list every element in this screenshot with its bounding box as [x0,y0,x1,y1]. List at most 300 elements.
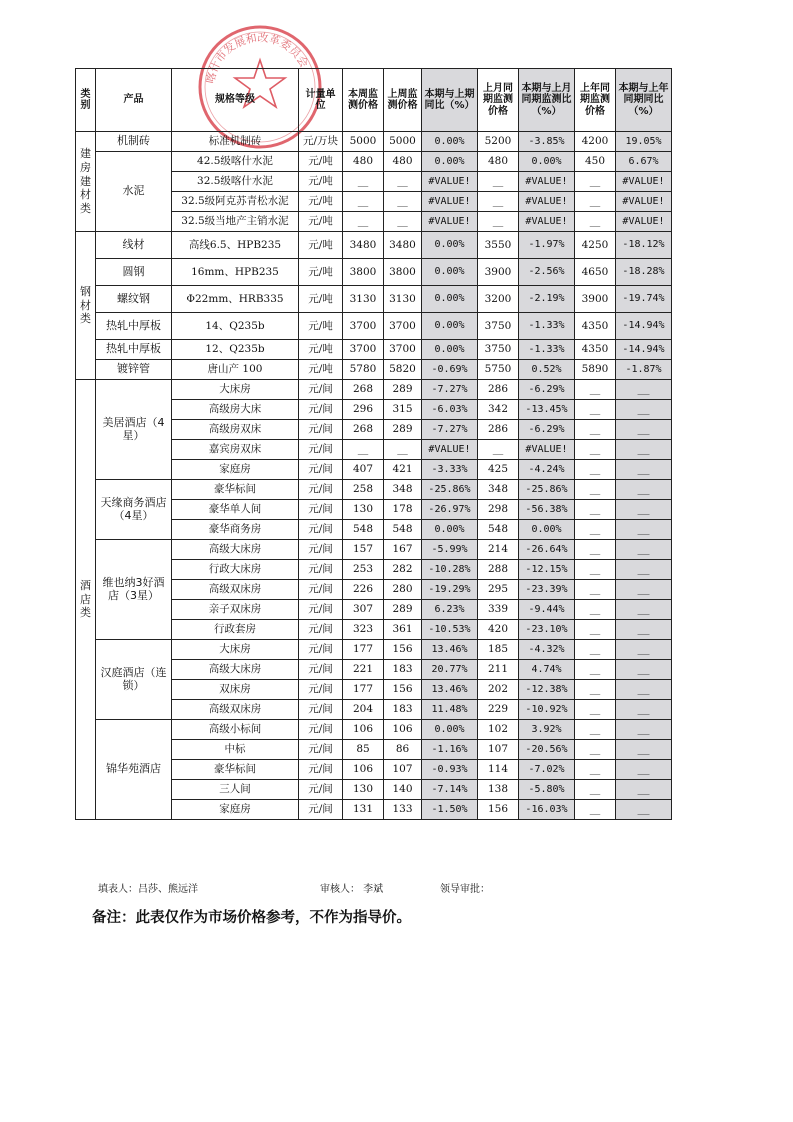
cur-cell: 480 [343,152,384,172]
yoy-cell: -1.87% [616,360,672,380]
spec-cell: 高线6.5、HPB235 [172,232,299,259]
wow-cell: -6.03% [422,400,478,420]
mom-cell: -7.02% [519,760,575,780]
spec-cell: 家庭房 [172,460,299,480]
lastmonth-cell: 114 [478,760,519,780]
lastyear-cell: 5890 [575,360,616,380]
product-cell: 圆钢 [96,259,172,286]
spec-cell: 32.5级阿克苏青松水泥 [172,192,299,212]
wow-cell: 11.48% [422,700,478,720]
prev-cell: 280 [384,580,422,600]
header-last-week: 上周监测价格 [384,69,422,132]
cur-cell: 130 [343,500,384,520]
category-cell: 酒店类 [76,380,96,820]
mom-cell: -4.32% [519,640,575,660]
mom-cell: -9.44% [519,600,575,620]
unit-cell: 元/间 [299,660,343,680]
unit-cell: 元/间 [299,380,343,400]
spec-cell: 三人间 [172,780,299,800]
lastyear-cell: __ [575,400,616,420]
unit-cell: 元/间 [299,780,343,800]
spec-cell: 豪华商务房 [172,520,299,540]
lastmonth-cell: 339 [478,600,519,620]
yoy-cell: __ [616,400,672,420]
spec-cell: 行政套房 [172,620,299,640]
prev-cell: 86 [384,740,422,760]
unit-cell: 元/间 [299,420,343,440]
yoy-cell: #VALUE! [616,192,672,212]
wow-cell: -0.93% [422,760,478,780]
wow-cell: 0.00% [422,259,478,286]
cur-cell: 3800 [343,259,384,286]
spec-cell: 家庭房 [172,800,299,820]
mom-cell: #VALUE! [519,212,575,232]
lastyear-cell: __ [575,600,616,620]
table-row [76,286,672,313]
prev-cell: 348 [384,480,422,500]
prev-cell: 289 [384,600,422,620]
mom-cell: 3.92% [519,720,575,740]
product-cell: 热轧中厚板 [96,340,172,360]
wow-cell: -7.27% [422,420,478,440]
wow-cell: 6.23% [422,600,478,620]
wow-cell: -26.97% [422,500,478,520]
lastyear-cell: 4350 [575,313,616,340]
mom-cell: -12.15% [519,560,575,580]
header-category: 类别 [76,69,96,132]
mom-cell: -1.33% [519,313,575,340]
prev-cell: 5000 [384,132,422,152]
lastyear-cell: 450 [575,152,616,172]
cur-cell: 548 [343,520,384,540]
unit-cell: 元/间 [299,680,343,700]
lastmonth-cell: 425 [478,460,519,480]
cur-cell: __ [343,212,384,232]
prev-cell: 315 [384,400,422,420]
wow-cell: -19.29% [422,580,478,600]
cur-cell: 106 [343,720,384,740]
cur-cell: 5780 [343,360,384,380]
mom-cell: -56.38% [519,500,575,520]
cur-cell: 253 [343,560,384,580]
spec-cell: 行政大床房 [172,560,299,580]
spec-cell: 豪华标间 [172,480,299,500]
prev-cell: 133 [384,800,422,820]
unit-cell: 元/间 [299,560,343,580]
remark-note: 备注：此表仅作为市场价格参考，不作为指导价。 [92,910,411,926]
yoy-cell: 19.05% [616,132,672,152]
cur-cell: 3130 [343,286,384,313]
lastmonth-cell: 3550 [478,232,519,259]
header-unit: 计量单位 [299,69,343,132]
cur-cell: 177 [343,680,384,700]
category-cell: 建房建材类 [76,132,96,232]
yoy-cell: __ [616,440,672,460]
lastmonth-cell: 5200 [478,132,519,152]
spec-cell: 12、Q235b [172,340,299,360]
unit-cell: 元/间 [299,800,343,820]
table-row [76,480,672,500]
prev-cell: 289 [384,420,422,440]
cur-cell: 3480 [343,232,384,259]
header-month-change: 本期与上月同期监测比（%） [519,69,575,132]
prev-cell: 361 [384,620,422,640]
spec-cell: 唐山产 100 [172,360,299,380]
yoy-cell: -19.74% [616,286,672,313]
header-week-change: 本期与上期同比（%） [422,69,478,132]
prev-cell: 421 [384,460,422,480]
mom-cell: -6.29% [519,420,575,440]
category-cell: 钢材类 [76,232,96,380]
lastyear-cell: __ [575,460,616,480]
wow-cell: 0.00% [422,720,478,740]
unit-cell: 元/间 [299,760,343,780]
cur-cell: __ [343,192,384,212]
lastyear-cell: __ [575,660,616,680]
yoy-cell: __ [616,420,672,440]
lastmonth-cell: 107 [478,740,519,760]
yoy-cell: __ [616,480,672,500]
table-row [76,380,672,400]
prev-cell: 107 [384,760,422,780]
prev-cell: 548 [384,520,422,540]
mom-cell: -1.97% [519,232,575,259]
table-row [76,132,672,152]
yoy-cell: __ [616,720,672,740]
wow-cell: -10.53% [422,620,478,640]
cur-cell: 307 [343,600,384,620]
yoy-cell: -14.94% [616,340,672,360]
wow-cell: 0.00% [422,313,478,340]
yoy-cell: __ [616,740,672,760]
lastyear-cell: __ [575,740,616,760]
lastmonth-cell: 3200 [478,286,519,313]
wow-cell: 0.00% [422,340,478,360]
yoy-cell: 6.67% [616,152,672,172]
prev-cell: __ [384,172,422,192]
wow-cell: 0.00% [422,286,478,313]
spec-cell: 32.5级当地产主销水泥 [172,212,299,232]
wow-cell: 0.00% [422,152,478,172]
lastyear-cell: __ [575,520,616,540]
unit-cell: 元/间 [299,520,343,540]
unit-cell: 元/间 [299,640,343,660]
mom-cell: 4.74% [519,660,575,680]
lastmonth-cell: 548 [478,520,519,540]
header-year-change: 本期与上年同期同比（%） [616,69,672,132]
product-cell: 水泥 [96,152,172,232]
header-spec: 规格等级 [172,69,299,132]
unit-cell: 元/吨 [299,232,343,259]
spec-cell: 高级大床房 [172,540,299,560]
lastyear-cell: __ [575,480,616,500]
cur-cell: 85 [343,740,384,760]
unit-cell: 元/间 [299,580,343,600]
spec-cell: 42.5级喀什水泥 [172,152,299,172]
wow-cell: -1.50% [422,800,478,820]
mom-cell: -12.38% [519,680,575,700]
lastyear-cell: 3900 [575,286,616,313]
prev-cell: 289 [384,380,422,400]
lastyear-cell: __ [575,420,616,440]
wow-cell: -10.28% [422,560,478,580]
table-row [76,259,672,286]
mom-cell: 0.00% [519,520,575,540]
product-cell: 螺纹钢 [96,286,172,313]
unit-cell: 元/间 [299,720,343,740]
lastyear-cell: 4200 [575,132,616,152]
spec-cell: 嘉宾房双床 [172,440,299,460]
lastyear-cell: 4350 [575,340,616,360]
prev-cell: 282 [384,560,422,580]
unit-cell: 元/间 [299,460,343,480]
spec-cell: 高级双床房 [172,580,299,600]
unit-cell: 元/万块 [299,132,343,152]
lastyear-cell: __ [575,700,616,720]
spec-cell: 14、Q235b [172,313,299,340]
cur-cell: __ [343,172,384,192]
unit-cell: 元/间 [299,500,343,520]
header-row [76,69,672,132]
mom-cell: -23.10% [519,620,575,640]
product-cell: 锦华苑酒店 [96,720,172,820]
lastmonth-cell: __ [478,440,519,460]
cur-cell: 221 [343,660,384,680]
unit-cell: 元/吨 [299,360,343,380]
yoy-cell: __ [616,620,672,640]
spec-cell: 高级房大床 [172,400,299,420]
wow-cell: 20.77% [422,660,478,680]
prev-cell: 167 [384,540,422,560]
lastmonth-cell: 286 [478,420,519,440]
spec-cell: 大床房 [172,640,299,660]
spec-cell: 豪华单人间 [172,500,299,520]
unit-cell: 元/间 [299,400,343,420]
unit-cell: 元/间 [299,700,343,720]
wow-cell: -7.14% [422,780,478,800]
prev-cell: 156 [384,680,422,700]
lastyear-cell: 4650 [575,259,616,286]
mom-cell: #VALUE! [519,192,575,212]
header-last-year: 上年同期监测价格 [575,69,616,132]
header-this-week: 本周监测价格 [343,69,384,132]
lastmonth-cell: 420 [478,620,519,640]
yoy-cell: #VALUE! [616,212,672,232]
spec-cell: 中标 [172,740,299,760]
yoy-cell: __ [616,680,672,700]
filler-label: 填表人：吕莎、熊远洋 [98,884,198,895]
cur-cell: __ [343,440,384,460]
lastmonth-cell: 202 [478,680,519,700]
prev-cell: 3800 [384,259,422,286]
lastyear-cell: __ [575,212,616,232]
spec-cell: 亲子双床房 [172,600,299,620]
lastmonth-cell: 342 [478,400,519,420]
mom-cell: -13.45% [519,400,575,420]
reviewer-label: 审核人： 李斌 [320,884,384,895]
unit-cell: 元/吨 [299,192,343,212]
lastyear-cell: __ [575,560,616,580]
mom-cell: #VALUE! [519,172,575,192]
unit-cell: 元/间 [299,600,343,620]
lastmonth-cell: 138 [478,780,519,800]
lastmonth-cell: 229 [478,700,519,720]
spec-cell: 32.5级喀什水泥 [172,172,299,192]
unit-cell: 元/吨 [299,172,343,192]
cur-cell: 177 [343,640,384,660]
lastyear-cell: __ [575,760,616,780]
mom-cell: #VALUE! [519,440,575,460]
unit-cell: 元/间 [299,540,343,560]
wow-cell: #VALUE! [422,192,478,212]
lastmonth-cell: 185 [478,640,519,660]
prev-cell: 183 [384,660,422,680]
yoy-cell: -14.94% [616,313,672,340]
lastmonth-cell: 5750 [478,360,519,380]
unit-cell: 元/吨 [299,152,343,172]
cur-cell: 268 [343,380,384,400]
lastmonth-cell: 102 [478,720,519,740]
mom-cell: -16.03% [519,800,575,820]
spec-cell: 高级房双床 [172,420,299,440]
prev-cell: 3480 [384,232,422,259]
spec-cell: 高级双床房 [172,700,299,720]
prev-cell: 480 [384,152,422,172]
lastyear-cell: __ [575,780,616,800]
product-cell: 机制砖 [96,132,172,152]
lastmonth-cell: 211 [478,660,519,680]
header-last-month: 上月同期监测价格 [478,69,519,132]
wow-cell: #VALUE! [422,440,478,460]
unit-cell: 元/间 [299,440,343,460]
spec-cell: 高级小标间 [172,720,299,740]
prev-cell: 106 [384,720,422,740]
unit-cell: 元/间 [299,620,343,640]
wow-cell: #VALUE! [422,212,478,232]
unit-cell: 元/吨 [299,259,343,286]
cur-cell: 3700 [343,340,384,360]
yoy-cell: __ [616,780,672,800]
unit-cell: 元/吨 [299,340,343,360]
cur-cell: 268 [343,420,384,440]
lastmonth-cell: 3900 [478,259,519,286]
unit-cell: 元/吨 [299,313,343,340]
mom-cell: -2.56% [519,259,575,286]
prev-cell: 3700 [384,313,422,340]
spec-cell: 16mm、HPB235 [172,259,299,286]
wow-cell: -7.27% [422,380,478,400]
table-row [76,640,672,660]
yoy-cell: __ [616,380,672,400]
yoy-cell: __ [616,640,672,660]
svg-text:喀什市发展和改革委员会: 喀什市发展和改革委员会 [203,31,311,85]
table-row [76,232,672,259]
yoy-cell: __ [616,500,672,520]
mom-cell: -3.85% [519,132,575,152]
yoy-cell: __ [616,520,672,540]
prev-cell: __ [384,212,422,232]
wow-cell: -5.99% [422,540,478,560]
cur-cell: 157 [343,540,384,560]
header-product: 产品 [96,69,172,132]
lastyear-cell: __ [575,580,616,600]
lastmonth-cell: 214 [478,540,519,560]
product-cell: 热轧中厚板 [96,313,172,340]
prev-cell: 140 [384,780,422,800]
product-cell: 汉庭酒店（连锁） [96,640,172,720]
cur-cell: 226 [343,580,384,600]
lastmonth-cell: 3750 [478,313,519,340]
lastmonth-cell: 480 [478,152,519,172]
wow-cell: #VALUE! [422,172,478,192]
lastmonth-cell: 156 [478,800,519,820]
yoy-cell: __ [616,580,672,600]
lastyear-cell: __ [575,640,616,660]
lastyear-cell: __ [575,540,616,560]
mom-cell: -6.29% [519,380,575,400]
cur-cell: 3700 [343,313,384,340]
wow-cell: -25.86% [422,480,478,500]
product-cell: 线材 [96,232,172,259]
cur-cell: 5000 [343,132,384,152]
cur-cell: 323 [343,620,384,640]
lastyear-cell: 4250 [575,232,616,259]
table-row [76,340,672,360]
lastyear-cell: __ [575,800,616,820]
lastmonth-cell: 286 [478,380,519,400]
cur-cell: 131 [343,800,384,820]
yoy-cell: __ [616,560,672,580]
cur-cell: 106 [343,760,384,780]
lastmonth-cell: __ [478,212,519,232]
lastyear-cell: __ [575,192,616,212]
spec-cell: 大床房 [172,380,299,400]
yoy-cell: __ [616,800,672,820]
lastmonth-cell: 3750 [478,340,519,360]
wow-cell: -1.16% [422,740,478,760]
lastyear-cell: __ [575,680,616,700]
table-row [76,540,672,560]
prev-cell: 183 [384,700,422,720]
product-cell: 天缘商务酒店（4星） [96,480,172,540]
yoy-cell: __ [616,660,672,680]
product-cell: 美居酒店（4星） [96,380,172,480]
wow-cell: -0.69% [422,360,478,380]
wow-cell: -3.33% [422,460,478,480]
prev-cell: __ [384,440,422,460]
cur-cell: 130 [343,780,384,800]
yoy-cell: #VALUE! [616,172,672,192]
lastyear-cell: __ [575,500,616,520]
unit-cell: 元/间 [299,740,343,760]
table-row [76,720,672,740]
lastmonth-cell: 295 [478,580,519,600]
table-row [76,313,672,340]
wow-cell: 13.46% [422,680,478,700]
mom-cell: -25.86% [519,480,575,500]
yoy-cell: -18.12% [616,232,672,259]
cur-cell: 258 [343,480,384,500]
mom-cell: 0.00% [519,152,575,172]
mom-cell: -1.33% [519,340,575,360]
mom-cell: -2.19% [519,286,575,313]
spec-cell: 标准机制砖 [172,132,299,152]
mom-cell: -4.24% [519,460,575,480]
lastyear-cell: __ [575,440,616,460]
yoy-cell: __ [616,540,672,560]
spec-cell: 双床房 [172,680,299,700]
mom-cell: 0.52% [519,360,575,380]
